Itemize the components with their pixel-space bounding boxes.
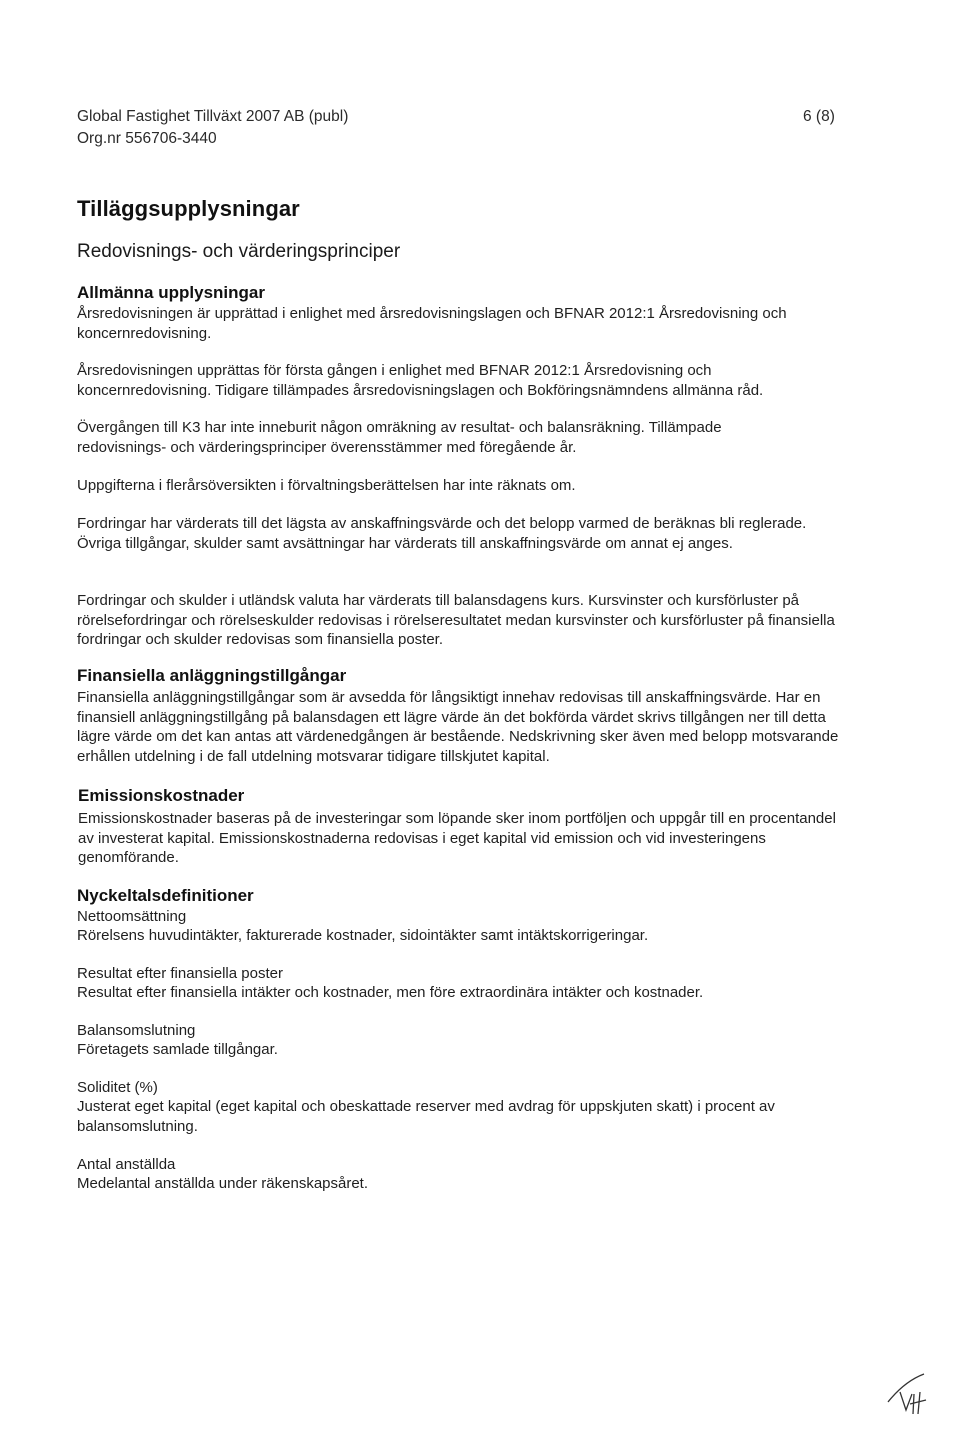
- paragraph-general-6: Fordringar och skulder i utländsk valuta har värderats till balansdagens kurs. Kursvinster och kursförluster på rörelsefordringar och rörelseskulder redovisas i rörelseresultatet medan kursvinster och kursförluster på finansiella fordringar och skulder redovisas som finansiella poster.: [77, 592, 835, 648]
- kpi-term: Resultat efter finansiella poster: [77, 965, 283, 982]
- heading-kpi: Nyckeltalsdefinitioner: [77, 886, 254, 905]
- kpi-definition: Företagets samlade tillgångar.: [77, 1041, 278, 1058]
- kpi-term: Soliditet (%): [77, 1079, 158, 1096]
- paragraph-general-4: Uppgifterna i flerårsöversikten i förvaltningsberättelsen har inte räknats om.: [77, 477, 576, 494]
- kpi-term: Antal anställda: [77, 1156, 176, 1173]
- kpi-term: Balansomslutning: [77, 1022, 196, 1039]
- page-number: 6 (8): [803, 108, 835, 125]
- paragraph-financial-assets: Finansiella anläggningstillgångar som är avsedda för långsiktigt innehav redovisas till anskaffningsvärde. Har en finansiell anläggningstillgång på balansdagen ett lägre värde än det bokförda värdet skrivs tillgången ner till detta lägre värde om det kan antas att värdenedgången är bestående. Nedskrivning sker även med belopp motsvarande erhållen utdelning i de fall utdelning motsvarar tidigare tillskjutet kapital.: [77, 689, 839, 765]
- kpi-definition: Resultat efter finansiella intäkter och kostnader, men före extraordinära intäkter och kostnader.: [77, 984, 704, 1001]
- page-title: Tilläggsupplysningar: [77, 196, 300, 221]
- kpi-definition: Justerat eget kapital (eget kapital och obeskattade reserver med avdrag för uppskjuten skatt) i procent av balansomslutning.: [77, 1098, 775, 1135]
- paragraph-general-1: Årsredovisningen är upprättad i enlighet med årsredovisningslagen och BFNAR 2012:1 Årsredovisning och koncernredovisning.: [77, 305, 787, 342]
- paragraph-general-5: Fordringar har värderats till det lägsta av anskaffningsvärde och det belopp varmed de beräknas bli reglerade. Övriga tillgångar, skulder samt avsättningar har värderats till anskaffningsvärde om annat ej anges.: [77, 515, 807, 552]
- paragraph-emission: Emissionskostnader baseras på de investeringar som löpande sker inom portföljen och uppgår till en procentandel av investerat kapital. Emissionskostnaderna redovisas i eget kapital vid emission och vid investeringens genomförande.: [78, 810, 836, 866]
- heading-general: Allmänna upplysningar: [77, 283, 265, 302]
- org-number: Org.nr 556706-3440: [77, 130, 217, 147]
- paragraph-general-3: Övergången till K3 har inte inneburit någon omräkning av resultat- och balansräkning. Tillämpade redovisnings- och värderingsprinciper överensstämmer med föregående år.: [77, 419, 722, 456]
- kpi-definition: Rörelsens huvudintäkter, fakturerade kostnader, sidointäkter samt intäktskorrigeringar.: [77, 927, 649, 944]
- handwritten-initials-signature: [880, 1370, 940, 1420]
- kpi-term: Nettoomsättning: [77, 908, 187, 925]
- paragraph-general-2: Årsredovisningen upprättas för första gången i enlighet med BFNAR 2012:1 Årsredovisning och koncernredovisning. Tidigare tillämpades årsredovisningslagen och Bokföringsnämndens allmänna råd.: [77, 362, 764, 399]
- heading-financial-assets: Finansiella anläggningstillgångar: [77, 666, 347, 685]
- kpi-definition: Medelantal anställda under räkenskapsåret.: [77, 1175, 369, 1192]
- heading-emission: Emissionskostnader: [78, 786, 245, 805]
- section-subtitle: Redovisnings- och värderingsprinciper: [77, 241, 401, 262]
- company-name: Global Fastighet Tillväxt 2007 AB (publ): [77, 108, 349, 125]
